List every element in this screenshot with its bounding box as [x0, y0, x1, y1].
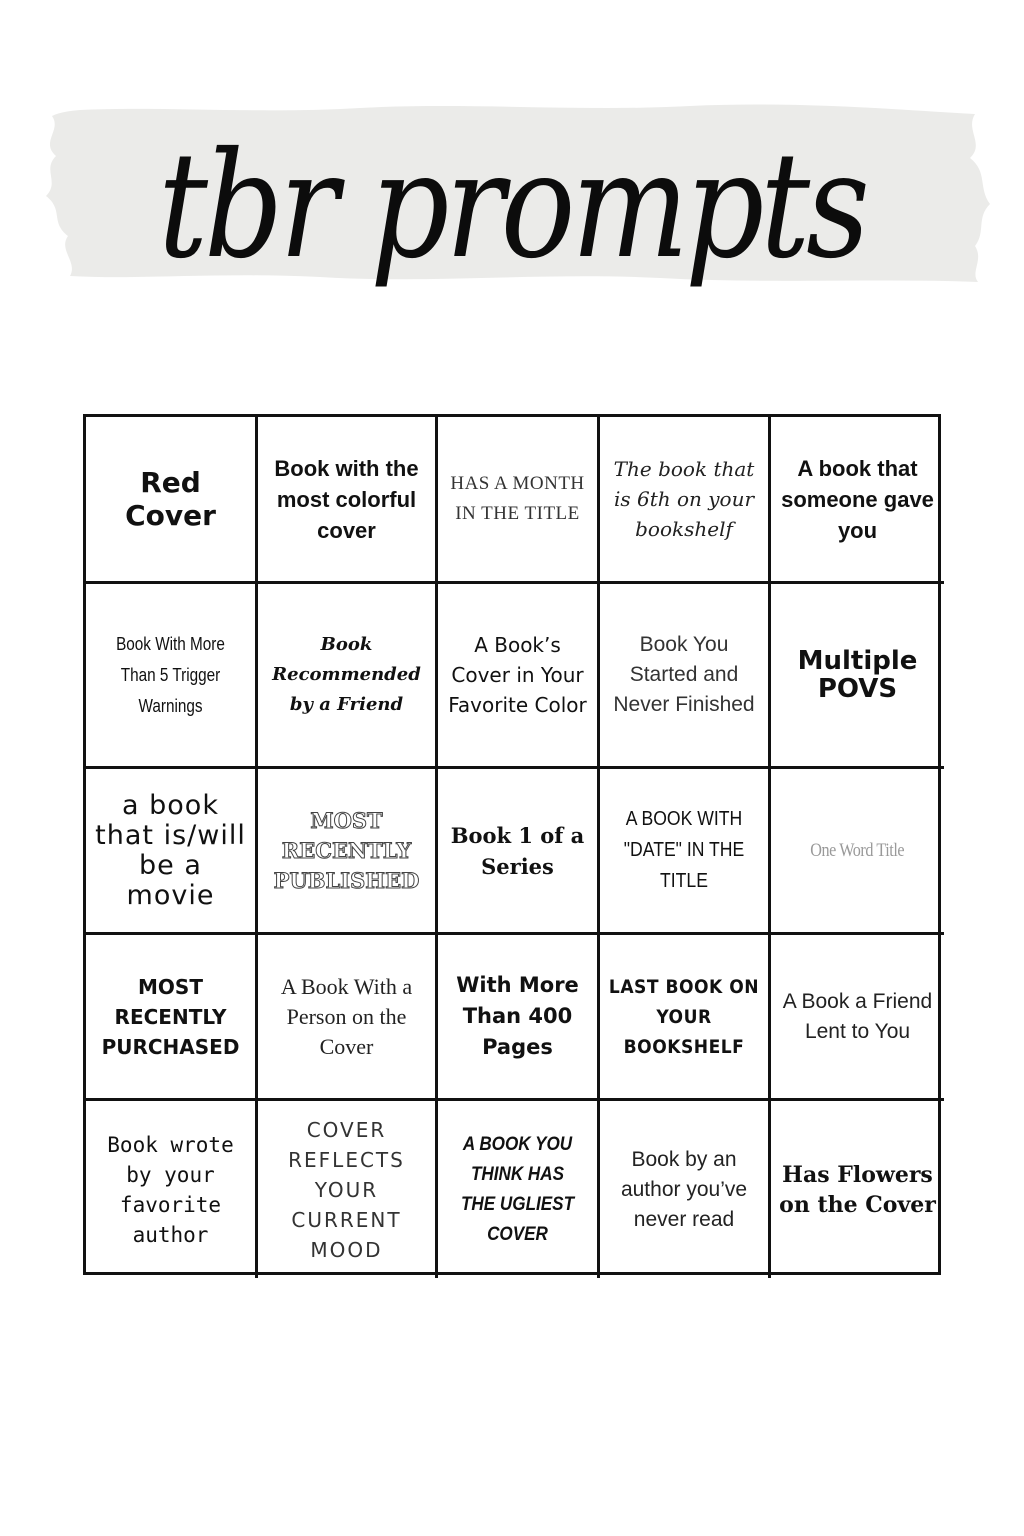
prompt-text: Book 1 of a Series	[450, 822, 585, 879]
prompt-cell	[771, 769, 944, 935]
prompt-text: COVER REFLECTS YOUR CURRENT MOOD	[288, 1117, 405, 1262]
prompt-text: MOST RECENTLY PURCHASED	[101, 974, 240, 1059]
prompt-text: A book that someone gave you	[781, 455, 934, 543]
prompt-text: A BOOK YOU THINK HAS THE UGLIEST COVER	[460, 1133, 575, 1245]
prompt-cell	[438, 769, 600, 935]
prompt-text: One Word Title	[810, 839, 905, 861]
prompt-text: HAS A MONTH IN THE TITLE	[450, 473, 585, 524]
prompt-cell	[771, 935, 944, 1101]
prompt-cell	[86, 584, 258, 769]
prompt-text: Has Flowers on the Cover	[779, 1161, 936, 1218]
prompt-text: Book You Started and Never Finished	[613, 633, 755, 716]
prompt-text: A Book With a Person on the Cover	[280, 973, 413, 1059]
prompt-cell	[771, 1101, 944, 1278]
prompt-cell	[438, 584, 600, 769]
prompt-text: LAST BOOK ON YOUR BOOKSHELF	[608, 975, 760, 1058]
prompt-text: MOST RECENTLY PUBLISHED	[273, 807, 420, 893]
prompt-cell	[258, 417, 438, 584]
prompt-text: Book With More Than 5 Trigger Warnings	[116, 633, 225, 716]
prompt-cell	[771, 584, 944, 769]
prompt-cell	[86, 769, 258, 935]
prompt-text: With More Than 400 Pages	[456, 973, 579, 1059]
prompt-text: Book wrote by your favorite author	[107, 1132, 234, 1247]
prompt-cell	[600, 584, 771, 769]
prompt-cell	[600, 417, 771, 584]
prompt-cell	[86, 935, 258, 1101]
prompt-cell	[86, 1101, 258, 1278]
prompt-cell	[258, 584, 438, 769]
prompt-bingo-grid	[83, 414, 941, 1275]
prompt-cell	[438, 1101, 600, 1278]
prompt-cell	[258, 935, 438, 1101]
prompt-cell	[86, 417, 258, 584]
prompt-cell	[258, 1101, 438, 1278]
prompt-text: Book Recommended by a Friend	[272, 634, 421, 715]
prompt-text: Book with the most colorful cover	[274, 455, 419, 543]
page-title: tbr prompts	[158, 121, 866, 292]
prompt-text: Multiple POVS	[797, 646, 918, 704]
prompt-text: The book that is 6th on your bookshelf	[613, 457, 755, 541]
prompt-text: A Book a Friend Lent to You	[782, 989, 933, 1043]
prompt-text: Red Cover	[125, 466, 216, 532]
header	[0, 0, 1024, 360]
prompt-cell	[438, 417, 600, 584]
prompt-text: a book that is/will be a movie	[95, 789, 246, 911]
prompt-cell	[438, 935, 600, 1101]
prompt-cell	[600, 1101, 771, 1278]
prompt-text: A Book’s Cover in Your Favorite Color	[448, 633, 587, 717]
prompt-text: A BOOK WITH "DATE" IN THE TITLE	[623, 808, 745, 892]
prompt-cell	[771, 417, 944, 584]
prompt-cell	[258, 769, 438, 935]
prompt-text: Book by an author you’ve never read	[620, 1147, 748, 1231]
prompt-cell	[600, 769, 771, 935]
prompt-cell	[600, 935, 771, 1101]
